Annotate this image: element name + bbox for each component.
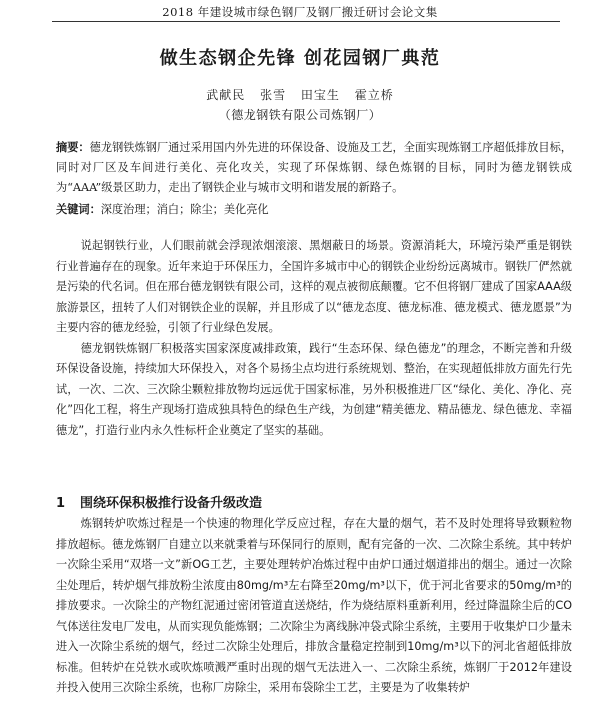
section-1-heading [56, 492, 262, 511]
affiliation: （德龙钢铁有限公司炼钢厂） [218, 108, 382, 122]
section-1-paragraph-1: 炼钢转炉吹炼过程是一个快速的物理化学反应过程，存在大量的烟气，若不及时处理将导致颗粒物排放超标。德龙炼钢厂自建立以来就秉着与环保同行的原则，配有完备的一次、二次除尘系统。其中转炉一次除尘采用“双塔一文”新OG工艺，主要处理转炉冶炼过程中由炉口通过烟道排出的烟尘。通过一次除尘处理后，转炉烟气排放粉尘浓度由80mg/m³左右降至20mg/m³以下，优于河北省要求的50mg/m³的排放要求。一次除尘的产物红泥通过密闭管道直送烧结，作为烧结原料重新利用，经过降温除尘后的CO气体送往发电厂发电，从而实现负能炼钢；二次除尘为离线脉冲袋式除尘系统，主要用于收集炉口少量未进入一次除尘系统的烟气，经过二次除尘处理后，排放含量稳定控制到10mg/m³以下的河北省超低排放标准。但转炉在兑铁水或吹炼喷溅严重时出现的烟气无法进入一、二次除尘系统，炼钢厂于2012年建设并投入使用三次除尘系统，也称厂房除尘，采用布袋除尘工艺，主要是为了收集转炉 [56, 517, 572, 694]
authors: 武献民 张雪 田宝生 霍立桥 [206, 88, 394, 102]
running-head: 2018 年建设城市绿色钢厂及钢厂搬迁研讨会论文集 [162, 5, 438, 19]
section-1-number: 1 [56, 496, 66, 511]
keywords-text: 深度治理；消白；除尘；美化亮化 [100, 203, 269, 216]
abstract [56, 138, 572, 198]
header-rule [52, 21, 560, 22]
paper-title: 做生态钢企先锋 创花园钢厂典范 [159, 48, 441, 69]
section-1-title: 围绕环保积极推行设备升级改造 [80, 496, 263, 511]
intro-paragraph-2: 德龙钢铁炼钢厂积极落实国家深度减排政策，践行“生态环保、绿色德龙”的理念，不断完善和升级环保设备设施，持续加大环保投入，对各个易扬尘点均进行系统规划、整治，在实现超低排放方面先行先试，一次、二次、三次除尘颗粒排放物均远远优于国家标准，另外积极推进厂区“绿化、美化、净化、亮化”四化工程，将生产现场打造成独具特色的绿色生产线，为创建“精美德龙、精品德龙、绿色德龙、幸福德龙”，打造行业内永久性标杆企业奠定了坚实的基础。 [56, 341, 572, 437]
keywords-label: 关键词： [56, 203, 101, 216]
intro-paragraph-1: 说起钢铁行业，人们眼前就会浮现浓烟滚滚、黑烟蔽日的场景。资源消耗大，环境污染严重是钢铁行业普遍存在的现象。近年来迫于环保压力，全国许多城市中心的钢铁企业纷纷远离城市。钢铁厂俨然就是污染的代名词。但在邢台德龙钢铁有限公司，这样的观点被彻底颠覆。它不但将钢厂建成了国家AAA级旅游景区，扭转了人们对钢铁企业的误解，并且形成了以“德龙态度、德龙标准、德龙模式、德龙愿景”为主要内容的德龙经验，引领了行业绿色发展。 [56, 239, 572, 334]
intro-body [56, 236, 572, 441]
abstract-text: 德龙钢铁炼钢厂通过采用国内外先进的环保设备、设施及工艺，全面实现炼钢工序超低排放目标，同时对厂区及车间进行美化、亮化攻关，实现了环保炼钢、绿色炼钢的目标，同时为德龙钢铁成为“AAA”级景区助力，走出了钢铁企业与城市文明和谐发展的新路子。 [56, 141, 572, 194]
section-1-body [56, 514, 572, 699]
keywords [56, 201, 572, 219]
abstract-label: 摘要： [56, 141, 90, 154]
